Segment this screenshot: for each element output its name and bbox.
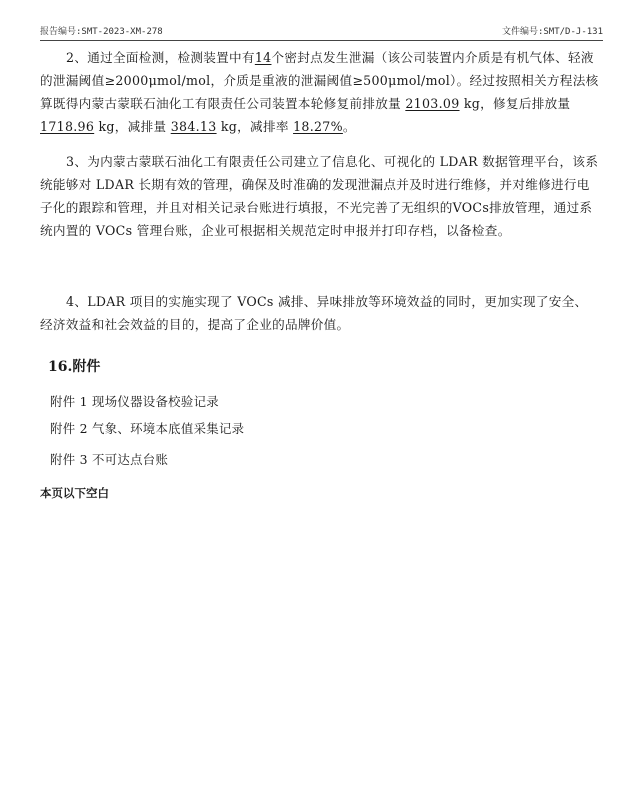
blank-page-note: 本页以下空白 bbox=[40, 486, 109, 500]
emission-after: 1718.96 bbox=[40, 119, 95, 134]
reduction-rate: 18.27% bbox=[293, 119, 343, 134]
p2-text-6: 。 bbox=[342, 119, 356, 134]
report-number: 报告编号:SMT-2023-XM-278 bbox=[40, 27, 163, 37]
attachment-item: 附件 2 气象、环境本底值采集记录 bbox=[50, 421, 245, 436]
paragraph-4 bbox=[40, 290, 600, 336]
p3-text: 3、为内蒙古蒙联石油化工有限责任公司建立了信息化、可视化的 LDAR 数据管理平台，该系统能够对 LDAR 长期有效的管理，确保及时准确的发现泄漏点并及时进行维修，并对维修进行电子化的跟踪和管理，并且对相关记录台账进行填报，不光完善了无组织的VOCs排放管理，通过系统内置的 VOCs 管理台账，企业可根据相关规范定时申报并打印存档，以备检查。 bbox=[40, 154, 599, 238]
emission-before: 2103.09 bbox=[405, 96, 460, 111]
paragraph-2 bbox=[40, 46, 600, 138]
attachment-item: 附件 3 不可达点台账 bbox=[50, 452, 169, 467]
section-title: 16.附件 bbox=[48, 359, 101, 375]
paragraph-3 bbox=[40, 150, 600, 242]
document-number: 文件编号:SMT/D-J-131 bbox=[501, 27, 603, 37]
page-header bbox=[40, 24, 603, 40]
p4-text: 4、LDAR 项目的实施实现了 VOCs 减排、异味排放等环境效益的同时，更加实现了安全、经济效益和社会效益的目的，提高了企业的品牌价值。 bbox=[40, 294, 588, 332]
header-divider bbox=[40, 40, 603, 41]
p2-text-1: 2、通过全面检测，检测装置中有 bbox=[66, 50, 255, 65]
p2-text-5: kg，减排率 bbox=[220, 119, 289, 134]
seal-count: 14 bbox=[254, 50, 272, 65]
p2-text-3: kg，修复后排放量 bbox=[463, 96, 571, 111]
p2-text-2: 个密封点发生泄漏（该公司装置内介质是有机气体、轻液的泄漏阈值≥2000μmol/mol，介质是重液的泄漏阈值≥500μmol/mol）。经过按照相关方程法核算既得内蒙古蒙联石油化工有限责任公司装置本轮修复前排放量 bbox=[40, 50, 599, 111]
attachment-item: 附件 1 现场仪器设备校验记录 bbox=[50, 394, 219, 409]
emission-reduction: 384.13 bbox=[170, 119, 217, 134]
p2-text-4: kg，减排量 bbox=[98, 119, 167, 134]
